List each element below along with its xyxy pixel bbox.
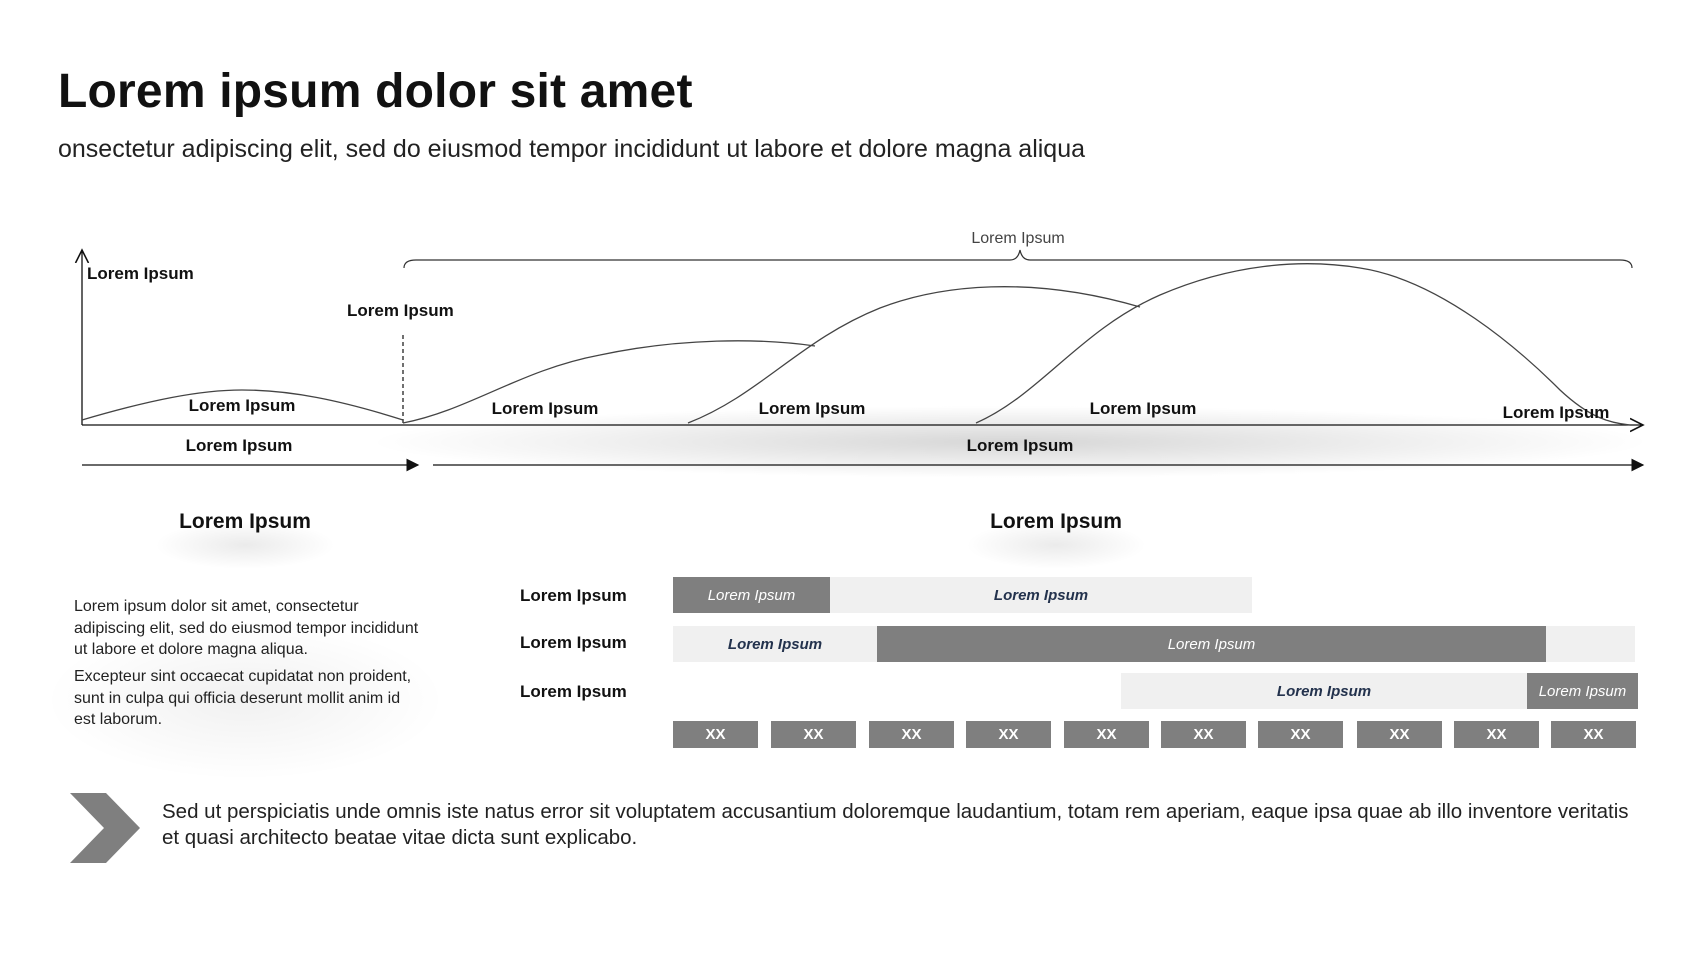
timeline-tick: XX (1357, 721, 1442, 748)
curve-maturity (976, 264, 1630, 425)
timeline-bar-row1-b: Lorem Ipsum (830, 577, 1252, 613)
timeline-tick: XX (1258, 721, 1343, 748)
timeline-tick: XX (1064, 721, 1149, 748)
timeline-tick: XX (771, 721, 856, 748)
description-paragraph-2: Excepteur sint occaecat cupidatat non proident, sunt in culpa qui officia deserunt mollit anim id est laborum. (74, 668, 412, 728)
curve-label-4: Lorem Ipsum (1089, 399, 1197, 418)
conclusion-text: Sed ut perspiciatis unde omnis iste natus error sit voluptatem accusantium doloremque laudantium, totam rem aperiam, eaque ipsa quae ab illo inventore veritatis et quasi architecto beatae vitae dicta sunt explicabo. (162, 800, 1629, 849)
timeline-bar-row1-a: Lorem Ipsum (673, 577, 830, 613)
y-axis-label: Lorem Ipsum (87, 264, 194, 283)
curve-label-2: Lorem Ipsum (491, 399, 599, 418)
section-heading-left: Lorem Ipsum (179, 510, 311, 533)
divider-label: Lorem Ipsum (347, 301, 454, 320)
timeline-bar-row2-b: Lorem Ipsum (877, 626, 1546, 662)
phase-right-label: Lorem Ipsum (966, 436, 1074, 455)
timeline-row-label-1: Lorem Ipsum (520, 586, 627, 605)
timeline-bar-row3-a: Lorem Ipsum (1121, 673, 1527, 709)
curve-label-1: Lorem Ipsum (188, 396, 296, 415)
curve-label-5: Lorem Ipsum (1502, 403, 1610, 422)
timeline-row-label-3: Lorem Ipsum (520, 682, 627, 701)
timeline-row-label-2: Lorem Ipsum (520, 633, 627, 652)
curve-growth-2 (688, 287, 1140, 423)
timeline-bar-row2-a: Lorem Ipsum (673, 626, 877, 662)
timeline-tick: XX (1551, 721, 1636, 748)
chevron-right-icon (70, 793, 142, 863)
timeline-tick: XX (673, 721, 758, 748)
description-paragraph-1: Lorem ipsum dolor sit amet, consectetur adipiscing elit, sed do eiusmod tempor incididunt ut labore et dolore magna aliqua. (74, 598, 419, 658)
timeline-bar-row2-tail (1546, 626, 1635, 662)
page-title: Lorem ipsum dolor sit amet (58, 65, 693, 118)
timeline-tick: XX (966, 721, 1051, 748)
timeline-bar-row3-b: Lorem Ipsum (1527, 673, 1638, 709)
section-heading-right: Lorem Ipsum (990, 510, 1122, 533)
brace-label: Lorem Ipsum (971, 230, 1065, 247)
timeline-tick: XX (869, 721, 954, 748)
page-subtitle: onsectetur adipiscing elit, sed do eiusmod tempor incididunt ut labore et dolore magna aliqua (58, 135, 1086, 163)
curve-label-3: Lorem Ipsum (758, 399, 866, 418)
top-brace (404, 250, 1632, 268)
timeline-tick: XX (1454, 721, 1539, 748)
phase-left-label: Lorem Ipsum (185, 436, 293, 455)
timeline-tick: XX (1161, 721, 1246, 748)
